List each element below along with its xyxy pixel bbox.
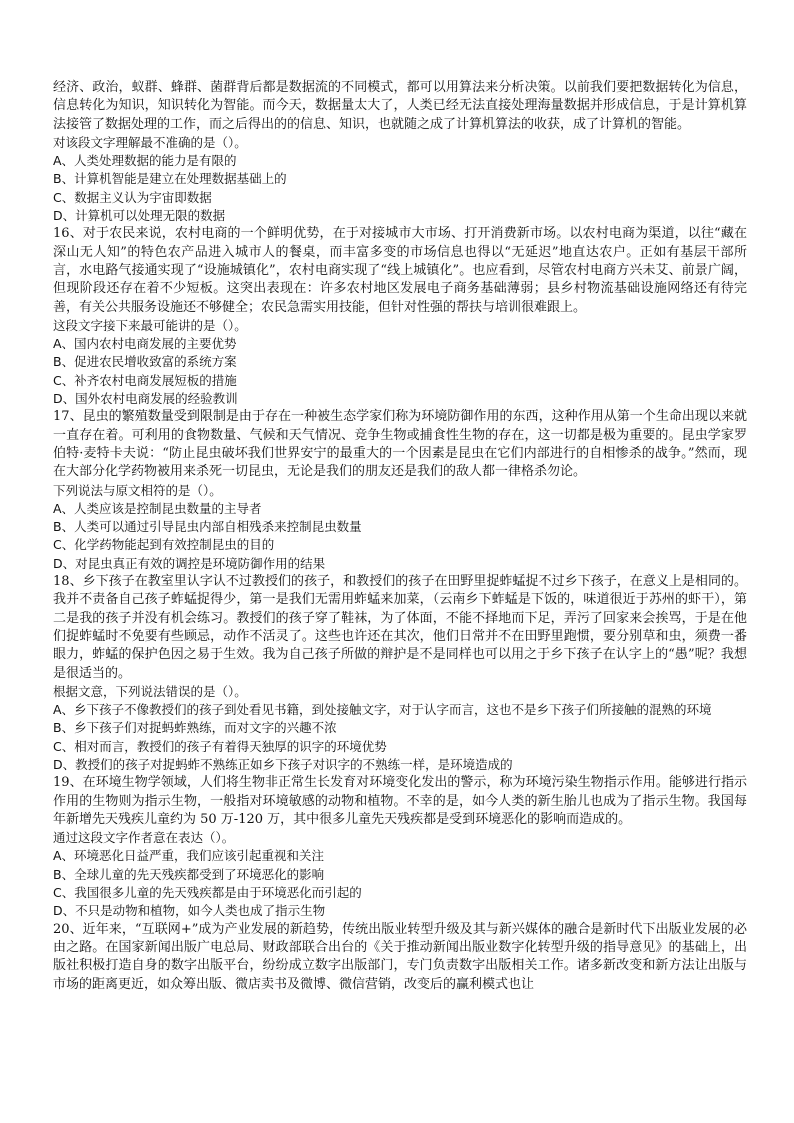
question-block — [53, 408, 747, 573]
question-stem: 下列说法与原文相符的是（）。 — [53, 482, 222, 498]
question-stem: 对该段文字理解最不准确的是（）。 — [53, 134, 247, 150]
answer-option: D、国外农村电商发展的经验教训 — [53, 391, 238, 407]
answer-option: D、对昆虫真正有效的调控是环境防御作用的结果 — [53, 555, 326, 571]
question-passage: 20、近年来，“互联网+”成为产业发展的新趋势，传统出版业转型升级及其与新兴媒体的融合是新时代下出版业发展的必由之路。在国家新闻出版广电总局、财政部联合出台的《关于推动新闻出版业数字化转型升级的指导意见》的基础上，出版社积极打造自身的数字出版平台，纷纷成立数字出版部门，专门负责数字出版相关工作。诸多新改变和新方法让出版与市场的距离更近，如众筹出版、微店卖书及微博、微信营销，改变后的赢利模式也让 — [53, 921, 747, 992]
question-block — [53, 225, 747, 408]
answer-option: D、教授们的孩子对捉蚂蚱不熟练正如乡下孩子对识字的不熟练一样，是环境造成的 — [53, 756, 513, 772]
answer-option: D、不只是动物和植物，如今人类也成了指示生物 — [53, 903, 326, 919]
question-stem: 根据文意，下列说法错误的是（）。 — [53, 683, 247, 699]
answer-option: C、数据主义认为宇宙即数据 — [53, 189, 212, 205]
question-block — [53, 573, 747, 774]
question-passage: 19、在环境生物学领域，人们将生物非正常生长发育对环境变化发出的警示，称为环境污染生物指示作用。能够进行指示作用的生物则为指示生物，一般指对环境敏感的动物和植物。不幸的是，如今人类的新生胎儿也成为了指示生物。我国每年新增先天残疾儿童约为 50 万-120 万，其中很多儿童先天残疾都是受到环境恶化的影响而造成的。 — [53, 775, 747, 827]
answer-option: C、我国很多儿童的先天残疾都是由于环境恶化而引起的 — [53, 885, 362, 901]
question-passage: 经济、政治，蚁群、蜂群、菌群背后都是数据流的不同模式，都可以用算法来分析决策。以前我们要把数据转化为信息，信息转化为知识，知识转化为智能。而今天，数据量太大了，人类已经无法直接处理海量数据并形成信息，于是计算机算法接管了数据处理的工作，而之后得出的的信息、知识，也就随之成了计算机算法的收获，成了计算机的智能。 — [53, 80, 747, 132]
question-stem: 这段文字接下来最可能讲的是（）。 — [53, 317, 247, 333]
answer-option: B、促进农民增收致富的系统方案 — [53, 354, 237, 370]
answer-option: A、乡下孩子不像教授们的孩子到处看见书籍，到处接触文字，对于认字而言，这也不是乡下孩子们所接触的混熟的环境 — [53, 702, 712, 718]
question-block — [53, 921, 747, 994]
answer-option: A、人类处理数据的能力是有限的 — [53, 153, 237, 169]
answer-option: D、计算机可以处理无限的数据 — [53, 208, 226, 224]
question-passage: 16、对于农民来说，农村电商的一个鲜明优势，在于对接城市大市场、打开消费新市场。以农村电商为渠道，以往“藏在深山无人知”的特色农产品进入城市人的餐桌，而丰富多变的市场信息也得以“无延迟”地直达农户。正如有基层干部所言，水电路气接通实现了“设施城镇化”，农村电商实现了“线上城镇化”。也应看到，尽管农村电商方兴未艾、前景广阔，但现阶段还存在着不少短板。这突出表现在：许多农村地区发展电子商务基础薄弱；县乡村物流基础设施网络还有待完善，有关公共服务设施还不够健全；农民急需实用技能，但针对性强的帮扶与培训很难跟上。 — [53, 226, 747, 315]
answer-option: A、国内农村电商发展的主要优势 — [53, 336, 237, 352]
answer-option: C、补齐农村电商发展短板的措施 — [53, 372, 237, 388]
answer-option: A、人类应该是控制昆虫数量的主导者 — [53, 500, 262, 516]
question-block — [53, 79, 747, 225]
answer-option: B、乡下孩子们对捉蚂蚱熟练，而对文字的兴趣不浓 — [53, 720, 337, 736]
answer-option: B、全球儿童的先天残疾都受到了环境恶化的影响 — [53, 866, 325, 882]
answer-option: B、计算机智能是建立在处理数据基础上的 — [53, 171, 287, 187]
answer-option: C、化学药物能起到有效控制昆虫的目的 — [53, 537, 275, 553]
answer-option: B、人类可以通过引导昆虫内部自相残杀来控制昆虫数量 — [53, 519, 362, 535]
question-passage: 17、昆虫的繁殖数量受到限制是由于存在一种被生态学家们称为环境防御作用的东西，这种作用从第一个生命出现以来就一直存在着。可利用的食物数量、气候和天气情况、竞争生物或捕食性生物的存在，这一切都是极为重要的。昆虫学家罗伯特·麦特卡夫说：“防止昆虫破坏我们世界安宁的最重大的一个因素是昆虫在它们内部进行的自相惨杀的战争。”然而，现在大部分化学药物被用来杀死一切昆虫，无论是我们的朋友还是我们的敌人都一律格杀勿论。 — [53, 409, 747, 480]
question-passage: 18、乡下孩子在教室里认字认不过教授们的孩子，和教授们的孩子在田野里捉蚱蜢捉不过乡下孩子，在意义上是相同的。我并不责备自己孩子蚱蜢捉得少，第一是我们无需用蚱蜢来加菜，（云南乡下蚱蜢是下饭的，味道很近于苏州的虾干），第二是我的孩子并没有机会练习。教授们的孩子穿了鞋袜，为了体面，不能不择地而下足，弄污了回家来会挨骂，于是在他们捉蚱蜢时不免要有些顾忌，动作不活灵了。这些也许还在其次，他们日常并不在田野里跑惯，要分别草和虫，须费一番眼力，蚱蜢的保护色因之易于生效。我为自己孩子所做的辩护是不是同样也可以用之于乡下孩子在认字上的“愚”呢？我想是很适当的。 — [53, 574, 747, 681]
question-block — [53, 774, 747, 920]
question-stem: 通过这段文字作者意在表达（）。 — [53, 830, 235, 846]
answer-option: A、环境恶化日益严重，我们应该引起重视和关注 — [53, 848, 325, 864]
document-page — [53, 79, 747, 994]
answer-option: C、相对而言，教授们的孩子有着得天独厚的识字的环境优势 — [53, 738, 387, 754]
